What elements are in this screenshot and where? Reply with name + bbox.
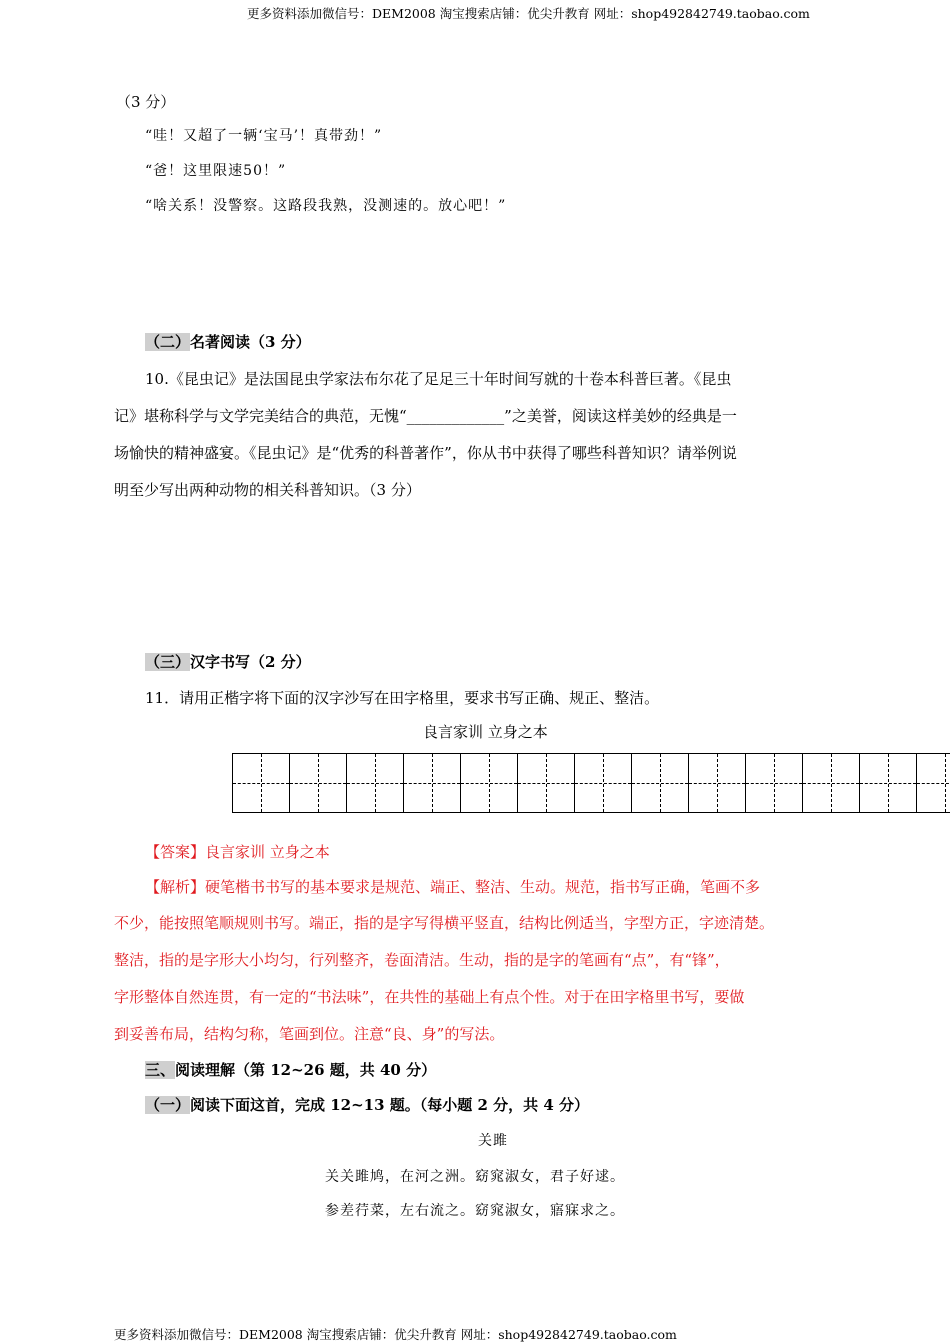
- grid-cell: [232, 753, 289, 813]
- grid-cell: [574, 753, 631, 813]
- subsection-heading-1: [145, 1095, 589, 1115]
- section-label: （三）: [145, 653, 191, 671]
- dialogue-line: “哇！又超了一辆‘宝马’！真带劲！”: [145, 128, 383, 144]
- section-heading-2: [145, 332, 311, 352]
- section-label: （二）: [145, 333, 191, 351]
- grid-cell: [745, 753, 802, 813]
- section-title: 名著阅读（3 分）: [190, 333, 311, 351]
- poem-line: 参差荇菜，左右流之。窈窕淑女，寤寐求之。: [325, 1203, 625, 1219]
- q10-line: 记》堪称科学与文学完美结合的典范，无愧“_____________”之美誉，阅读这样美妙的经典是一: [114, 407, 737, 425]
- grid-cell: [631, 753, 688, 813]
- q10-line: 场愉快的精神盛宴。《昆虫记》是“优秀的科普著作”，你从书中获得了哪些科普知识？请举例说: [114, 444, 737, 462]
- q11-text: 11．请用正楷字将下面的汉字沙写在田字格里，要求书写正确、规正、整洁。: [145, 689, 660, 707]
- grid-cell: [802, 753, 859, 813]
- analysis-line: 到妥善布局，结构匀称，笔画到位。注意“良、身”的写法。: [114, 1025, 505, 1043]
- grid-cell: [403, 753, 460, 813]
- tianzi-grid: [232, 753, 950, 813]
- analysis-line: 字形整体自然连贯，有一定的“书法味”，在共性的基础上有点个性。对于在田字格里书写，要做: [114, 988, 745, 1006]
- grid-cell: [289, 753, 346, 813]
- analysis-line: 不少，能按照笔顺规则书写。端正，指的是字写得横平竖直，结构比例适当，字型方正，字迹清楚。: [114, 914, 775, 932]
- q9-score: （3 分）: [116, 93, 176, 111]
- answer: [145, 842, 330, 862]
- section-title: 汉字书写（2 分）: [190, 653, 311, 671]
- grid-cell: [859, 753, 916, 813]
- section-title: 阅读下面这首，完成 12~13 题。（每小题 2 分，共 4 分）: [190, 1096, 590, 1114]
- analysis-line: 整洁，指的是字形大小均匀，行列整齐，卷面清洁。生动，指的是字的笔画有“点”，有“锋”，: [114, 951, 730, 969]
- dialogue-line: “啥关系！没警察。这路段我熟，没测速的。放心吧！”: [145, 198, 507, 214]
- poem-title: 关雎: [478, 1133, 508, 1149]
- page-footer: 更多资料添加微信号：DEM2008 淘宝搜索店铺：优尖升教育 网址：shop492842749.taobao.com: [114, 1327, 677, 1342]
- grid-cell: [346, 753, 403, 813]
- answer-label: 【答案】: [145, 843, 206, 861]
- page-header: 更多资料添加微信号：DEM2008 淘宝搜索店铺：优尖升教育 网址：shop492842749.taobao.com: [247, 6, 810, 21]
- analysis-label: 【解析】: [145, 878, 206, 896]
- q10-line: 明至少写出两种动物的相关科普知识。（3 分）: [114, 481, 421, 499]
- analysis-line: 【解析】硬笔楷书书写的基本要求是规范、端正、整洁、生动。规范，指书写正确，笔画不多: [145, 878, 761, 896]
- q10-line: 10.《昆虫记》是法国昆虫学家法布尔花了足足三十年时间写就的十卷本科普巨著。《昆虫: [145, 370, 732, 388]
- grid-cell: [916, 753, 950, 813]
- part-title: 阅读理解（第 12~26 题，共 40 分）: [175, 1061, 437, 1079]
- part-heading-3: [145, 1060, 436, 1080]
- answer-text: 良言家训 立身之本: [205, 843, 330, 861]
- poem-line: 关关雎鸠，在河之洲。窈窕淑女，君子好逑。: [325, 1169, 625, 1185]
- part-label: 三、: [145, 1061, 176, 1079]
- grid-cell: [688, 753, 745, 813]
- section-heading-3: [145, 652, 311, 672]
- grid-cell: [460, 753, 517, 813]
- section-label: （一）: [145, 1096, 191, 1114]
- grid-cell: [517, 753, 574, 813]
- copy-text: 良言家训 立身之本: [423, 723, 548, 741]
- dialogue-line: “爸！这里限速50！”: [145, 163, 287, 179]
